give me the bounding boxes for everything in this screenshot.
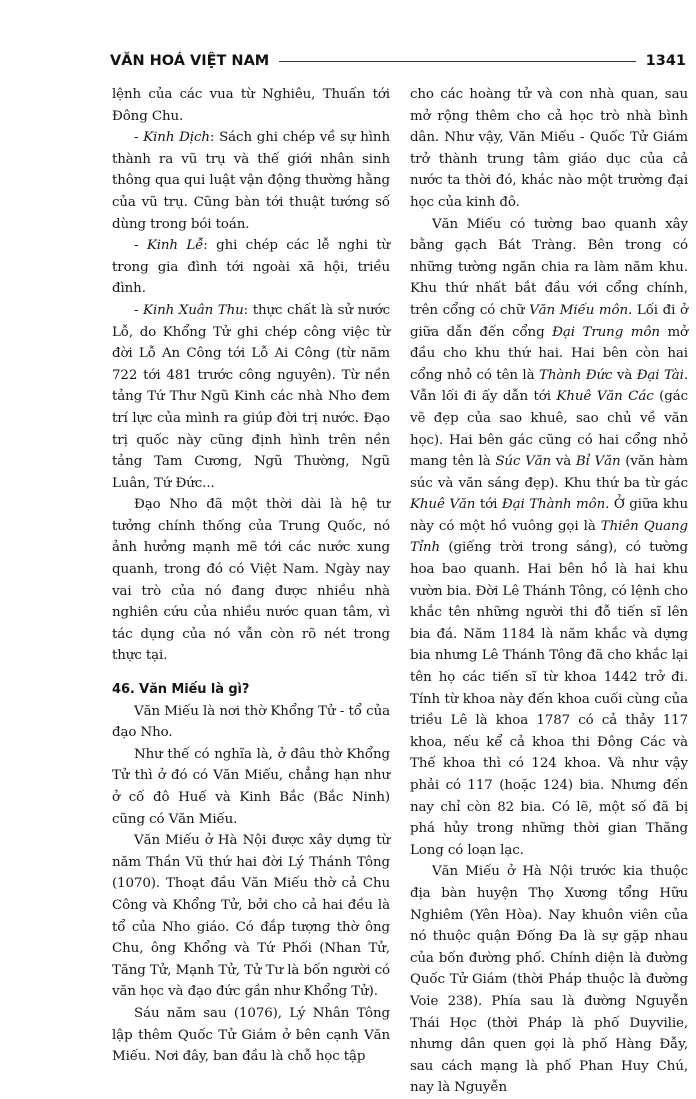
paragraph: lệnh của các vua từ Nghiêu, Thuấn tới Đông Chu. xyxy=(112,87,390,124)
section-heading: 46. Văn Miếu là gì? xyxy=(112,682,250,698)
term: - Kinh Dịch xyxy=(134,130,210,146)
paragraph: Văn Miếu là nơi thờ Khổng Tử - tổ của đạo Nho. xyxy=(112,703,390,741)
running-title: VĂN HOÁ VIỆT NAM xyxy=(110,53,270,69)
right-column xyxy=(410,84,688,1099)
paragraph: Như thế có nghĩa là, ở đâu thờ Khổng Tử thì ở đó có Văn Miếu, chẳng hạn như ở cố đô Huế và Kinh Bắc (Bắc Ninh) cũng có Văn Miếu. xyxy=(112,746,390,827)
paragraph: Đạo Nho đã một thời dài là hệ tư tưởng chính thống của Trung Quốc, nó ảnh hưởng mạnh mẽ tới các nước xung quanh, trong đó có Việt Nam. Ngày nay vai trò của nó đang được nhiều nhà nghiên cứu của nhiều nước quan tâm, vì tác dụng của nó vẫn còn rõ nét trong thực tại. xyxy=(112,497,390,664)
running-header xyxy=(110,52,686,70)
term: - Kinh Lễ xyxy=(134,238,204,254)
paragraph: Văn Miếu ở Hà Nội được xây dựng từ năm Thần Vũ thứ hai đời Lý Thánh Tông (1070). Thoạt đầu Văn Miếu thờ cả Chu Công và Khổng Tử, bởi cho cả hai đều là tổ của Nho giáo. Có đắp tượng thờ ông Chu, ông Khổng và Tứ Phối (Nhan Tử, Tăng Tử, Mạnh Tử, Tử Tư là bốn người có văn học và đạo đức gần như Khổng Tử). xyxy=(112,833,390,1000)
page-number: 1341 xyxy=(645,53,686,69)
paragraph-kinh-le: - Kinh Lễ: ghi chép các lễ nghi từ trong gia đình tới ngoài xã hội, triều đình. xyxy=(112,238,390,297)
paragraph: cho các hoàng tử và con nhà quan, sau mở rộng thêm cho cả học trò nhà bình dân. Như vậy, Văn Miếu - Quốc Tử Giám trở thành trung tâm giáo dục của cả nước ta thời đó, khác nào một trường đại học của kinh đô. xyxy=(410,87,688,210)
paragraph-kinh-xuan-thu: - Kinh Xuân Thu: thực chất là sử nước Lỗ, do Khổng Tử ghi chép công việc từ đời Lỗ An Công tới Lỗ Ai Công (từ năm 722 tới 481 trước công nguyên). Từ nền tảng Tứ Thư Ngũ Kinh các nhà Nho đem trí lực của mình ra giúp đời trị nước. Đạo trị quốc này cũng định hình trên nền tảng Tam Cương, Ngũ Thường, Ngũ Luân, Tứ Đức... xyxy=(112,302,390,491)
paragraph-van-mieu-layout: Văn Miếu có tường bao quanh xây bằng gạch Bát Tràng. Bên trong có những tường ngăn chia ra làm năm khu. Khu thứ nhất bắt đầu với cổng chính, trên cổng có chữ Văn Miếu môn. Lối đi ở giữa dẫn đến cổng Đại Trung môn mở đầu cho khu thứ hai. Hai bên còn hai cổng nhỏ có tên là Thành Đức và Đại Tài. Vẫn lối đi ấy dẫn tới Khuê Văn Các (gác vẽ đẹp của sao khuê, sao chủ về văn học). Hai bên gác cũng có hai cổng nhỏ mang tên là Súc Văn và Bỉ Văn (văn hàm súc và văn sáng đẹp). Khu thứ ba từ gác Khuê Văn tới Đại Thành môn. Ở giữa khu này có một hồ vuông gọi là Thiên Quang Tỉnh (giếng trời trong sáng), có tường hoa bao quanh. Hai bên hồ là hai khu vườn bia. Đời Lê Thánh Tông, có lệnh cho khắc tên những người thi đỗ tiến sĩ lên bia đá. Năm 1184 là năm khắc và dựng bia nhưng Lê Thánh Tông đã cho khắc lại tên họ các tiến sĩ từ khoa 1442 trở đi. Tính từ khoa này đến khoa cuối cùng của triều Lê là khoa 1787 có cả thảy 117 khoa, nếu kể cả khoa thi Đông Các và Thế khoa thì có 124 khoa. Và như vậy phải có 117 (hoặc 124) bia. Nhưng đến nay chỉ còn 82 bia. Có lẽ, một số đã bị phá hủy trong những thời gian Thăng Long có loạn lạc. xyxy=(410,216,689,858)
header-rule xyxy=(279,61,635,62)
paragraph: Văn Miếu ở Hà Nội trước kia thuộc địa bàn huyện Thọ Xương tổng Hữu Nghiêm (Yên Hòa). Nay khuôn viên của nó thuộc quận Đống Đa là sự gặp nhau của bốn đường phố. Chính diện là đường Quốc Tử Giám (thời Pháp thuộc là đường Voie 238). Phía sau là đường Nguyễn Thái Học (thời Pháp là phố Duyvilie, nhưng dân quen gọi là phố Hàng Đẫy, sau cách mạng là phố Phan Huy Chú, nay là Nguyễn xyxy=(410,864,688,1096)
term: - Kinh Xuân Thu xyxy=(134,302,244,318)
paragraph: Sáu năm sau (1076), Lý Nhân Tông lập thêm Quốc Tử Giám ở bên cạnh Văn Miếu. Nơi đây, ban đầu là chỗ học tập xyxy=(112,1005,390,1065)
paragraph-kinh-dich: - Kinh Dịch: Sách ghi chép về sự hình thành ra vũ trụ và thế giới nhân sinh thông qua qui luật vận động thường hằng của vũ trụ. Cũng bàn tới thuật tướng số dùng trong bói toán. xyxy=(112,130,390,232)
left-column xyxy=(112,84,390,1068)
